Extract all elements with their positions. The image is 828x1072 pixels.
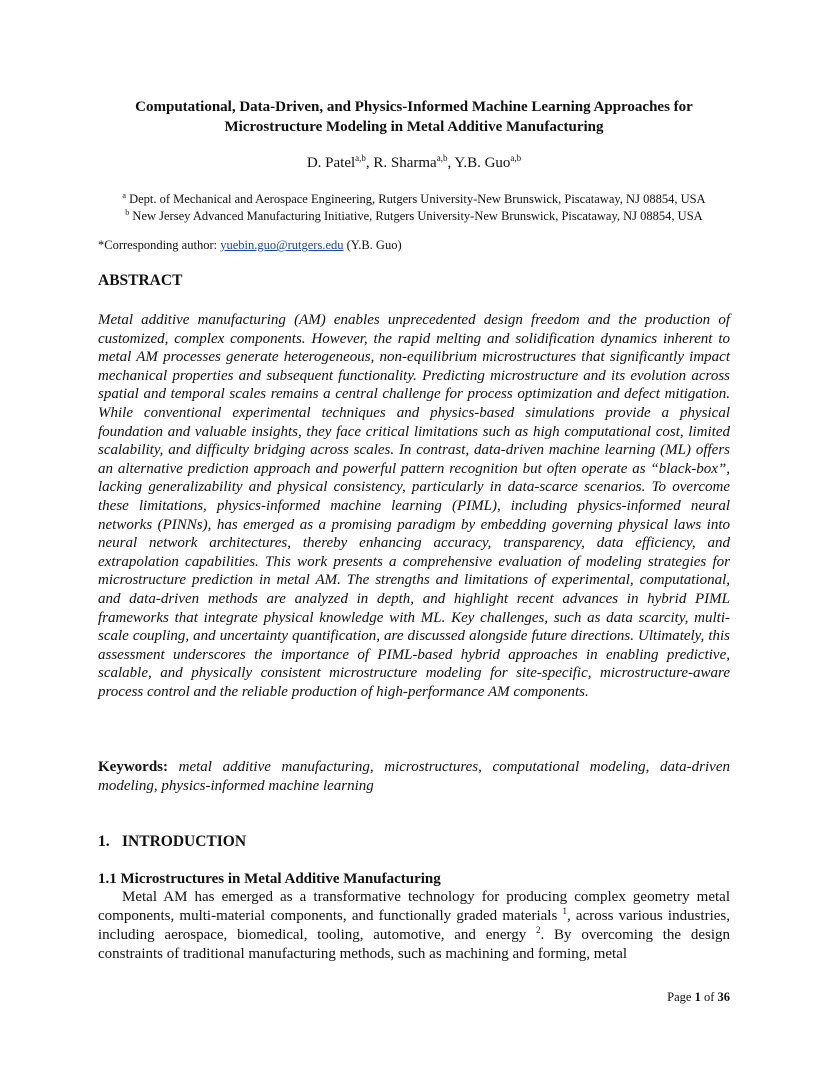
- author-affiliation-mark: a,b: [510, 153, 522, 163]
- intro-text-part-3: . By overcoming the design constraints of traditional manufacturing methods, such as machining and forming, metal: [98, 927, 731, 962]
- affiliation-b: [98, 208, 730, 225]
- author-affiliation-mark: a,b: [436, 153, 448, 163]
- keywords: [98, 758, 730, 796]
- section-heading-introduction: [98, 832, 246, 852]
- section-number: 1.: [98, 833, 110, 850]
- page-current: 1: [694, 990, 701, 1004]
- affiliation-mark: b: [125, 208, 130, 217]
- paper-page: [98, 0, 730, 1072]
- author-separator: ,: [365, 155, 374, 171]
- affiliation-list: [98, 191, 730, 225]
- abstract-heading: ABSTRACT: [98, 272, 183, 289]
- affiliation-a: [98, 191, 730, 208]
- affiliation-text: Dept. of Mechanical and Aerospace Engineering, Rutgers University-New Brunswick, Piscataway, NJ 08854, USA: [125, 192, 706, 206]
- author-name: R. Sharma: [373, 155, 437, 171]
- citation-ref: 2: [536, 925, 541, 935]
- intro-text-part-2: , across various industries, including aerospace, biomedical, tooling, automotive, and energy: [98, 908, 731, 943]
- page-total: 36: [717, 990, 730, 1004]
- keywords-text: metal additive manufacturing, microstructures, computational modeling, data-driven modeling, physics-informed machine learning: [98, 759, 730, 794]
- page-number-footer: [667, 989, 730, 1005]
- affiliation-mark: a: [122, 191, 126, 200]
- section-title: INTRODUCTION: [122, 833, 247, 850]
- corresponding-prefix: *Corresponding author:: [98, 238, 221, 252]
- intro-text-part-1: Metal AM has emerged as a transformative technology for producing complex geometry metal components, multi-material components, and functionally graded materials: [98, 889, 730, 924]
- affiliation-text: New Jersey Advanced Manufacturing Initiative, Rutgers University-New Brunswick, Piscataway, NJ 08854, USA: [129, 209, 703, 223]
- page-of: of: [700, 990, 718, 1004]
- title-line-2: Microstructure Modeling in Metal Additive Manufacturing: [224, 119, 604, 135]
- corresponding-suffix: (Y.B. Guo): [343, 238, 402, 252]
- author-affiliation-mark: a,b: [355, 153, 366, 163]
- citation-ref: 1: [562, 906, 567, 916]
- author-name: Y.B. Guo: [454, 155, 511, 171]
- subsection-heading: 1.1 Microstructures in Metal Additive Manufacturing: [98, 871, 441, 887]
- author-list: [98, 153, 730, 173]
- author-name: D. Patel: [306, 155, 356, 171]
- author-separator: ,: [447, 155, 455, 171]
- page-prefix: Page: [667, 990, 695, 1004]
- keywords-label: Keywords:: [98, 759, 168, 775]
- introduction-paragraph: [98, 888, 730, 964]
- paper-title: [98, 97, 730, 137]
- abstract-text: Metal additive manufacturing (AM) enables unprecedented design freedom and the production of customized, complex components. However, the rapid melting and solidification dynamics inherent to metal AM processes generate heterogeneous, non-equilibrium microstructures that significantly impact mechanical properties and subsequent functionality. Predicting microstructure and its evolution across spatial and temporal scales remains a central challenge for process optimization and defect mitigation. While conventional experimental techniques and physics-based simulations provide a physical foundation and valuable insights, they face critical limitations such as high computational cost, limited scalability, and difficulty bridging across scales. In contrast, data-driven machine learning (ML) offers an alternative prediction approach and powerful pattern recognition but often operate as “black-box”, lacking generalizability and physical consistency, particularly in data-scarce scenarios. To overcome these limitations, physics-informed machine learning (PIML), including physics-informed neural networks (PINNs), has emerged as a promising paradigm by embedding governing physical laws into neural network architectures, thereby enhancing accuracy, transparency, data efficiency, and extrapolation capabilities. This work presents a comprehensive evaluation of modeling strategies for microstructure prediction in metal AM. The strengths and limitations of experimental, computational, and data-driven methods are analyzed in depth, and highlight recent advances in hybrid PIML frameworks that integrate physical knowledge with ML. Key challenges, such as data scarcity, multi-scale coupling, and uncertainty quantification, are discussed alongside future directions. Ultimately, this assessment underscores the importance of PIML-based hybrid approaches in enabling predictive, scalable, and physically consistent microstructure modeling for site-specific, microstructure-aware process control and the reliable production of high-performance AM components.: [98, 312, 730, 700]
- title-line-1: Computational, Data-Driven, and Physics-Informed Machine Learning Approaches for: [135, 99, 693, 115]
- corresponding-author: [98, 237, 402, 254]
- corresponding-email-link[interactable]: yuebin.guo@rutgers.edu: [220, 238, 344, 252]
